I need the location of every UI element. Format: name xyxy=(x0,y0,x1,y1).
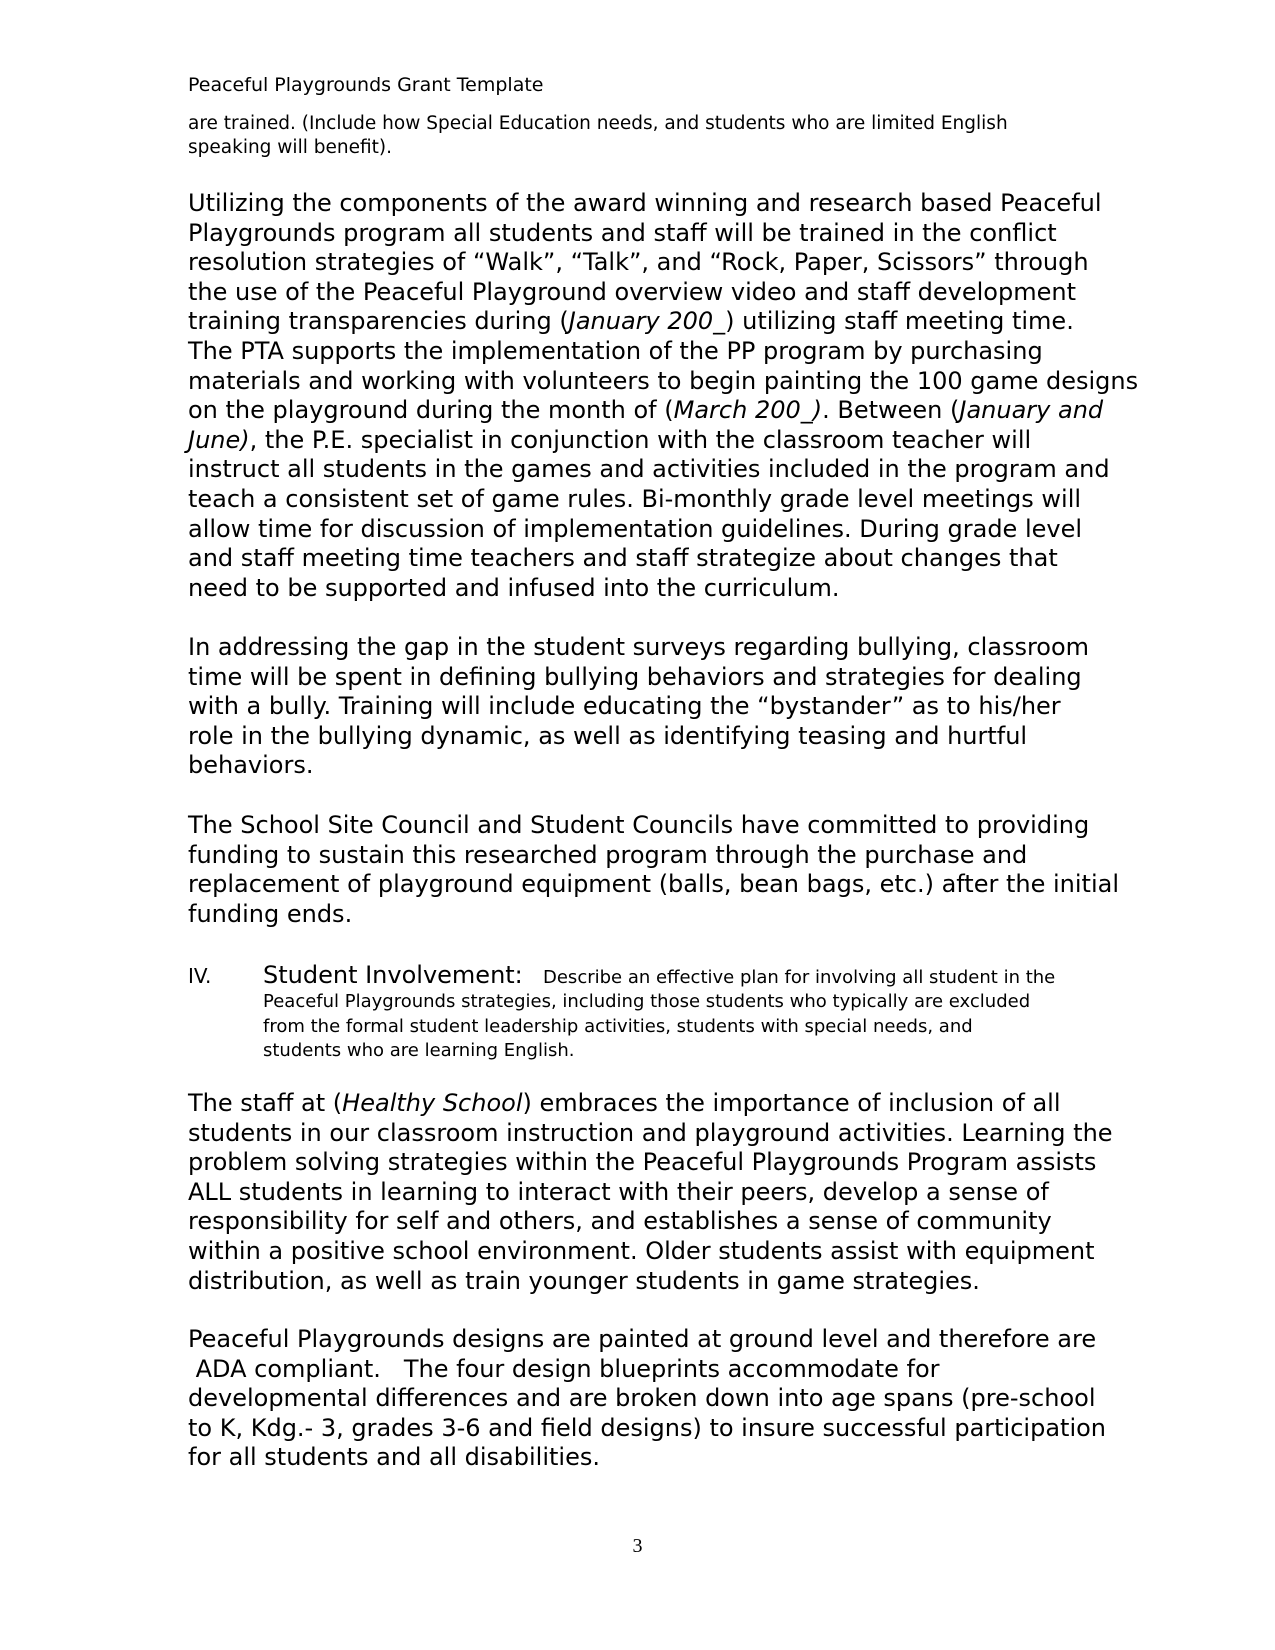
instruction-line: students who are learning English. xyxy=(263,1040,575,1061)
paragraph-line: need to be supported and infused into the curriculum. xyxy=(188,573,840,602)
intro-line: speaking will benefit). xyxy=(188,137,392,158)
paragraph-funding xyxy=(188,811,1119,929)
text-run: training transparencies during ( xyxy=(188,307,569,336)
paragraph-line: students in our classroom instruction and playground activities. Learning the xyxy=(188,1118,1113,1147)
text-run: ) utilizing staff meeting time. xyxy=(725,307,1074,336)
text-run: . Between ( xyxy=(822,396,960,425)
paragraph-line: to K, Kdg.- 3, grades 3-6 and field designs) to insure successful participation xyxy=(188,1413,1106,1442)
paragraph-line: within a positive school environment. Older students assist with equipment xyxy=(188,1236,1095,1265)
paragraph-line: teach a consistent set of game rules. Bi-monthly grade level meetings will xyxy=(188,484,1082,513)
paragraph-inclusion xyxy=(188,1089,1113,1296)
paragraph-line: ALL students in learning to interact with their peers, develop a sense of xyxy=(188,1177,1049,1206)
paragraph-line: allow time for discussion of implementation guidelines. During grade level xyxy=(188,514,1083,543)
paragraph-line xyxy=(188,426,1088,456)
text-run: ) embraces the importance of inclusion of all xyxy=(522,1089,1061,1117)
paragraph-bullying xyxy=(188,633,1088,781)
section-instruction-lead: Describe an effective plan for involving all student in the xyxy=(543,967,1056,988)
paragraph-line: for all students and all disabilities. xyxy=(188,1443,600,1472)
page-header: Peaceful Playgrounds Grant Template xyxy=(188,74,544,96)
paragraph-line xyxy=(188,1089,1088,1119)
paragraph-line: ADA compliant. The four design blueprints accommodate for xyxy=(188,1354,940,1383)
paragraph-line: developmental differences and are broken down into age spans (pre-school xyxy=(188,1384,1096,1413)
paragraph-line: role in the bullying dynamic, as well as identifying teasing and hurtful xyxy=(188,721,1028,750)
paragraph-line: instruct all students in the games and activities included in the program and xyxy=(188,455,1110,484)
paragraph-line: funding to sustain this researched program through the purchase and xyxy=(188,840,1028,869)
placeholder-date: January 200_ xyxy=(568,307,726,336)
paragraph-training xyxy=(188,189,1139,603)
section-title: Student Involvement: xyxy=(263,961,523,989)
paragraph-line: Playgrounds program all students and staff will be trained in the conflict xyxy=(188,218,1057,247)
paragraph-line: the use of the Peaceful Playground overview video and staff development xyxy=(188,277,1076,306)
paragraph-line: distribution, as well as train younger students in game strategies. xyxy=(188,1266,980,1295)
paragraph-line: In addressing the gap in the student surveys regarding bullying, classroom xyxy=(188,633,1090,661)
paragraph-ada xyxy=(188,1325,1106,1473)
paragraph-line: with a bully. Training will include educating the “bystander” as to his/her xyxy=(188,692,1061,721)
paragraph-line: resolution strategies of “Walk”, “Talk”, and “Rock, Paper, Scissors” through xyxy=(188,248,1089,277)
placeholder-date: January and xyxy=(959,396,1104,425)
paragraph-line xyxy=(188,307,1088,337)
paragraph-line: replacement of playground equipment (balls, bean bags, etc.) after the initial xyxy=(188,870,1119,899)
section-number: IV. xyxy=(188,964,212,988)
section-instruction xyxy=(263,990,1093,1064)
paragraph-line: The PTA supports the implementation of the PP program by purchasing xyxy=(188,336,1043,365)
paragraph-line: time will be spent in defining bullying behaviors and strategies for dealing xyxy=(188,662,1082,691)
paragraph-line: and staff meeting time teachers and staff strategize about changes that xyxy=(188,544,1058,573)
intro-line: are trained. (Include how Special Education needs, and students who are limited English xyxy=(188,113,1008,134)
paragraph-line: Utilizing the components of the award winning and research based Peaceful xyxy=(188,189,1102,217)
page-number: 3 xyxy=(632,1535,643,1557)
intro-instruction xyxy=(188,112,1068,160)
paragraph-line xyxy=(188,396,1104,426)
instruction-line: from the formal student leadership activities, students with special needs, and xyxy=(263,1015,973,1037)
paragraph-line: responsibility for self and others, and establishes a sense of community xyxy=(188,1207,1052,1236)
placeholder-school: Healthy School xyxy=(342,1089,523,1117)
placeholder-date: June) xyxy=(188,425,250,454)
paragraph-line: Peaceful Playgrounds designs are painted at ground level and therefore are xyxy=(188,1325,1097,1353)
paragraph-line: funding ends. xyxy=(188,899,353,928)
paragraph-line: behaviors. xyxy=(188,751,314,780)
paragraph-line: The School Site Council and Student Councils have committed to providing xyxy=(188,811,1090,839)
instruction-line: Peaceful Playgrounds strategies, including those students who typically are excluded xyxy=(263,991,1031,1012)
placeholder-date: March 200_) xyxy=(673,396,823,425)
text-run: , the P.E. specialist in conjunction with the classroom teacher will xyxy=(249,425,1032,454)
paragraph-line: problem solving strategies within the Peaceful Playgrounds Program assists xyxy=(188,1148,1097,1177)
paragraph-line: materials and working with volunteers to begin painting the 100 game designs xyxy=(188,366,1139,395)
text-run: on the playground during the month of ( xyxy=(188,396,674,425)
text-run: The staff at ( xyxy=(188,1089,343,1117)
